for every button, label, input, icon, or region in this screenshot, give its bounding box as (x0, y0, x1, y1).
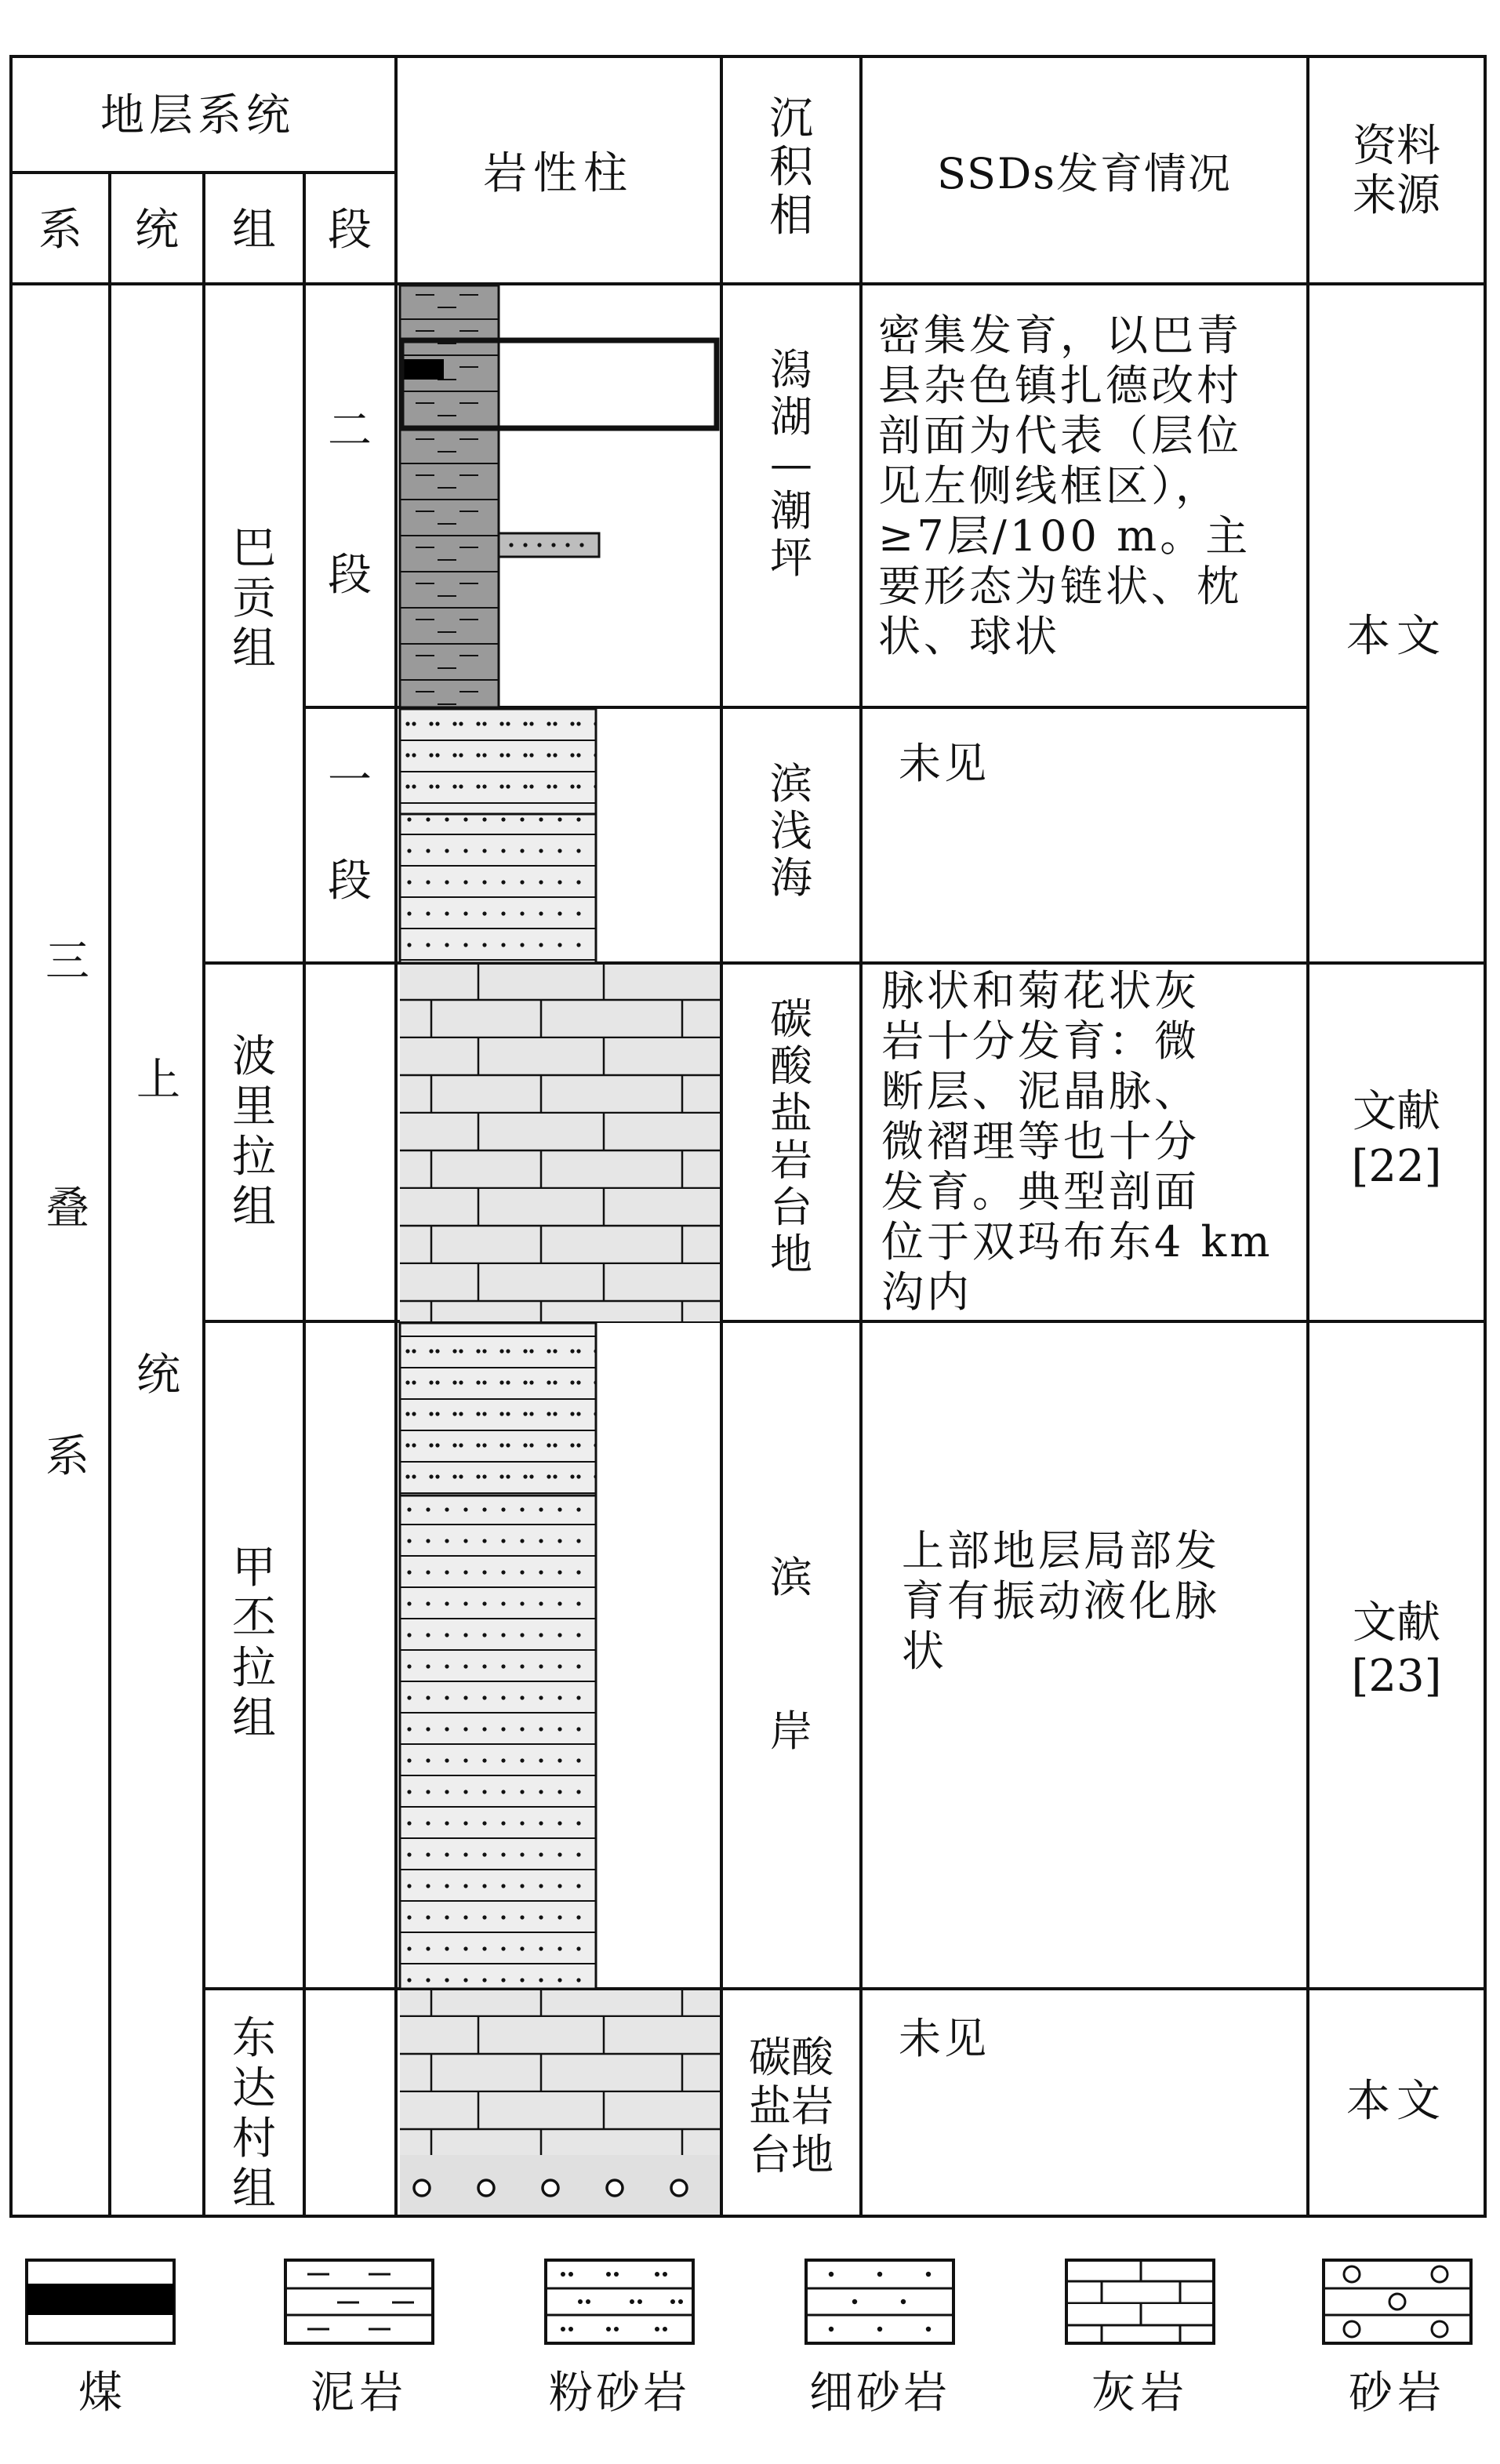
ssds-jiapila (902, 1526, 1220, 1676)
facies-carbonate-platform (770, 994, 813, 1279)
vertical-char: 拉 (232, 1132, 276, 1183)
header-member: 段 (328, 205, 372, 256)
ssds-text-line: 要形态为链状、枕 (878, 561, 1242, 611)
vertical-char: 碳 (770, 994, 812, 1044)
vertical-char: 浅 (770, 806, 812, 856)
vertical-char: 组 (232, 1182, 276, 1233)
ssds-text-line: 未见 (899, 739, 990, 788)
legend-mudstone-swatch (285, 2260, 433, 2343)
member-column (328, 405, 372, 907)
vertical-char: 组 (232, 2164, 276, 2215)
series-column (136, 1055, 180, 1401)
legend-label-coal: 煤 (78, 2368, 122, 2419)
source-jiapila-line2: [23] (1351, 1651, 1442, 1702)
legend-limestone-swatch (1066, 2260, 1214, 2343)
legend (27, 2260, 1471, 2419)
vertical-char: 村 (232, 2113, 276, 2164)
vertical-char: 滨 (770, 759, 812, 809)
lith-finesand-lower-member (400, 814, 596, 963)
vertical-char: 贡 (232, 573, 276, 624)
vertical-char: 组 (232, 623, 276, 674)
header-system: 系 (38, 205, 82, 256)
vertical-char: 潮 (770, 486, 812, 536)
formation-column (232, 523, 279, 2215)
ssds-text-line: 上部地层局部发 (902, 1526, 1220, 1575)
ssds-text-line: 育有振动液化脉 (902, 1576, 1220, 1626)
ssds-text-line: 沟内 (881, 1267, 972, 1317)
vertical-char: 相 (769, 191, 813, 242)
ssds-dongdacun (899, 2014, 990, 2063)
ssds-text-line: 见左侧线框区）， (878, 461, 1221, 511)
formation-bolila (232, 1031, 276, 1233)
vertical-char: 海 (770, 853, 812, 903)
formation-dongdacun (232, 2013, 276, 2215)
ssds-text-line: 状 (902, 1626, 947, 1676)
lith-siltstone-lower-member (400, 709, 596, 814)
ssds-text-line: 密集发育，以巴青 (878, 311, 1242, 360)
vertical-char: 岩 (770, 1136, 812, 1185)
vertical-char: 潟 (770, 345, 812, 394)
ssds-text-line: 状、球状 (878, 612, 1060, 661)
source-bolila-line1: 文献 (1353, 1086, 1440, 1137)
legend-siltstone-swatch (546, 2260, 693, 2343)
source-dongdacun: 本文 (1346, 2076, 1447, 2127)
formation-bagong (232, 523, 279, 674)
series-char-2: 统 (136, 1350, 180, 1401)
facies-coastal-char-2: 岸 (770, 1706, 812, 1756)
ssds-text-line: 断层、泥晶脉、 (881, 1067, 1200, 1116)
header-stratigraphy-system: 地层系统 (100, 90, 295, 141)
legend-fine-sandstone-swatch (806, 2260, 953, 2343)
source-bagong: 本文 (1346, 611, 1447, 662)
lith-mudstone-upper (400, 285, 499, 707)
lith-finesand-jiapila (400, 1495, 596, 1989)
ssds-text-line: 位于双玛布东4 km (881, 1217, 1273, 1267)
header-facies (769, 93, 815, 242)
vertical-char: 坪 (770, 533, 812, 583)
lith-limestone-dongdacun (400, 1990, 720, 2155)
system-char-2: 叠 (45, 1183, 89, 1234)
header-source-line2: 来源 (1353, 170, 1440, 221)
vertical-char: 波 (232, 1031, 276, 1082)
legend-sandstone-swatch (1324, 2260, 1471, 2343)
legend-label-siltstone: 粉砂岩 (549, 2368, 690, 2419)
vertical-char: 里 (232, 1081, 276, 1132)
source-column (1346, 611, 1447, 2127)
facies-lagoon-tidal (770, 345, 812, 583)
vertical-char: 地 (770, 1230, 812, 1279)
vertical-char: 台 (770, 1183, 812, 1232)
header-formation: 组 (232, 205, 276, 256)
ssds-bagong-2 (878, 311, 1251, 661)
vertical-char: 积 (769, 142, 813, 193)
member-1-char-2: 段 (328, 856, 372, 907)
member-2-char-1: 二 (328, 405, 372, 456)
facies-littoral-shallow (770, 759, 812, 903)
legend-label-sandstone: 砂岩 (1349, 2368, 1446, 2419)
ssds-text-line: 剖面为代表（层位 (878, 411, 1242, 460)
system-column (45, 936, 89, 1482)
system-char-1: 三 (45, 936, 89, 987)
lith-limestone-bolila (400, 965, 720, 1321)
facies-carbonate-platform-2-line3: 台地 (749, 2130, 834, 2179)
vertical-char: 组 (232, 1693, 276, 1744)
ssds-bolila (881, 966, 1273, 1317)
vertical-char: 甲 (232, 1543, 276, 1594)
ssds-text-line: 微褶理等也十分 (881, 1117, 1200, 1166)
member-2-char-2: 段 (328, 550, 372, 601)
facies-carbonate-platform-2-line1: 碳酸 (749, 2033, 834, 2082)
header-lithology: 岩性柱 (483, 148, 634, 199)
facies-coastal-char-1: 滨 (770, 1553, 812, 1602)
system-char-3: 系 (45, 1431, 89, 1482)
vertical-char: 酸 (770, 1041, 812, 1091)
lith-sandstone-ledge (499, 533, 599, 557)
facies-carbonate-platform-2-line2: 盐岩 (749, 2081, 834, 2131)
vertical-char: 盐 (770, 1088, 812, 1138)
ssds-text-line: 县杂色镇扎德改村 (878, 361, 1242, 410)
vertical-char: 东 (232, 2013, 276, 2064)
vertical-char: 拉 (232, 1643, 276, 1694)
member-1-char-1: 一 (328, 755, 372, 806)
lithology-column (400, 285, 720, 2215)
ssds-bagong-1 (899, 739, 990, 788)
lith-siltstone-jiapila (400, 1323, 596, 1495)
formation-jiapila (232, 1543, 276, 1744)
ssds-text-line: 发育。典型剖面 (881, 1167, 1200, 1216)
lith-coal-seam (400, 359, 444, 380)
ssds-column (878, 311, 1273, 2063)
header-source-line1: 资料 (1353, 121, 1440, 172)
header-ssds: SSDs发育情况 (936, 149, 1233, 198)
vertical-char: 沉 (769, 93, 813, 144)
vertical-char: 巴 (232, 523, 276, 574)
ssds-text-line: 岩十分发育：微 (881, 1016, 1200, 1066)
vertical-char: — (770, 439, 812, 489)
ssds-text-line: ≥7层/100 m。主 (878, 511, 1251, 561)
vertical-char: 丕 (232, 1593, 276, 1644)
source-bolila-line2: [22] (1351, 1141, 1442, 1192)
vertical-char: 达 (232, 2063, 276, 2114)
facies-column (749, 345, 834, 2179)
source-jiapila-line1: 文献 (1353, 1597, 1440, 1648)
legend-label-mudstone: 泥岩 (311, 2368, 408, 2419)
legend-label-limestone: 灰岩 (1091, 2368, 1189, 2419)
legend-coal-swatch (27, 2260, 174, 2343)
vertical-char: 湖 (770, 392, 812, 442)
ssds-text-line: 脉状和菊花状灰 (881, 966, 1200, 1016)
legend-label-fine-sandstone: 细砂岩 (809, 2368, 950, 2419)
header-series: 统 (135, 205, 179, 256)
ssds-text-line: 未见 (899, 2014, 990, 2063)
series-char-1: 上 (136, 1055, 180, 1106)
